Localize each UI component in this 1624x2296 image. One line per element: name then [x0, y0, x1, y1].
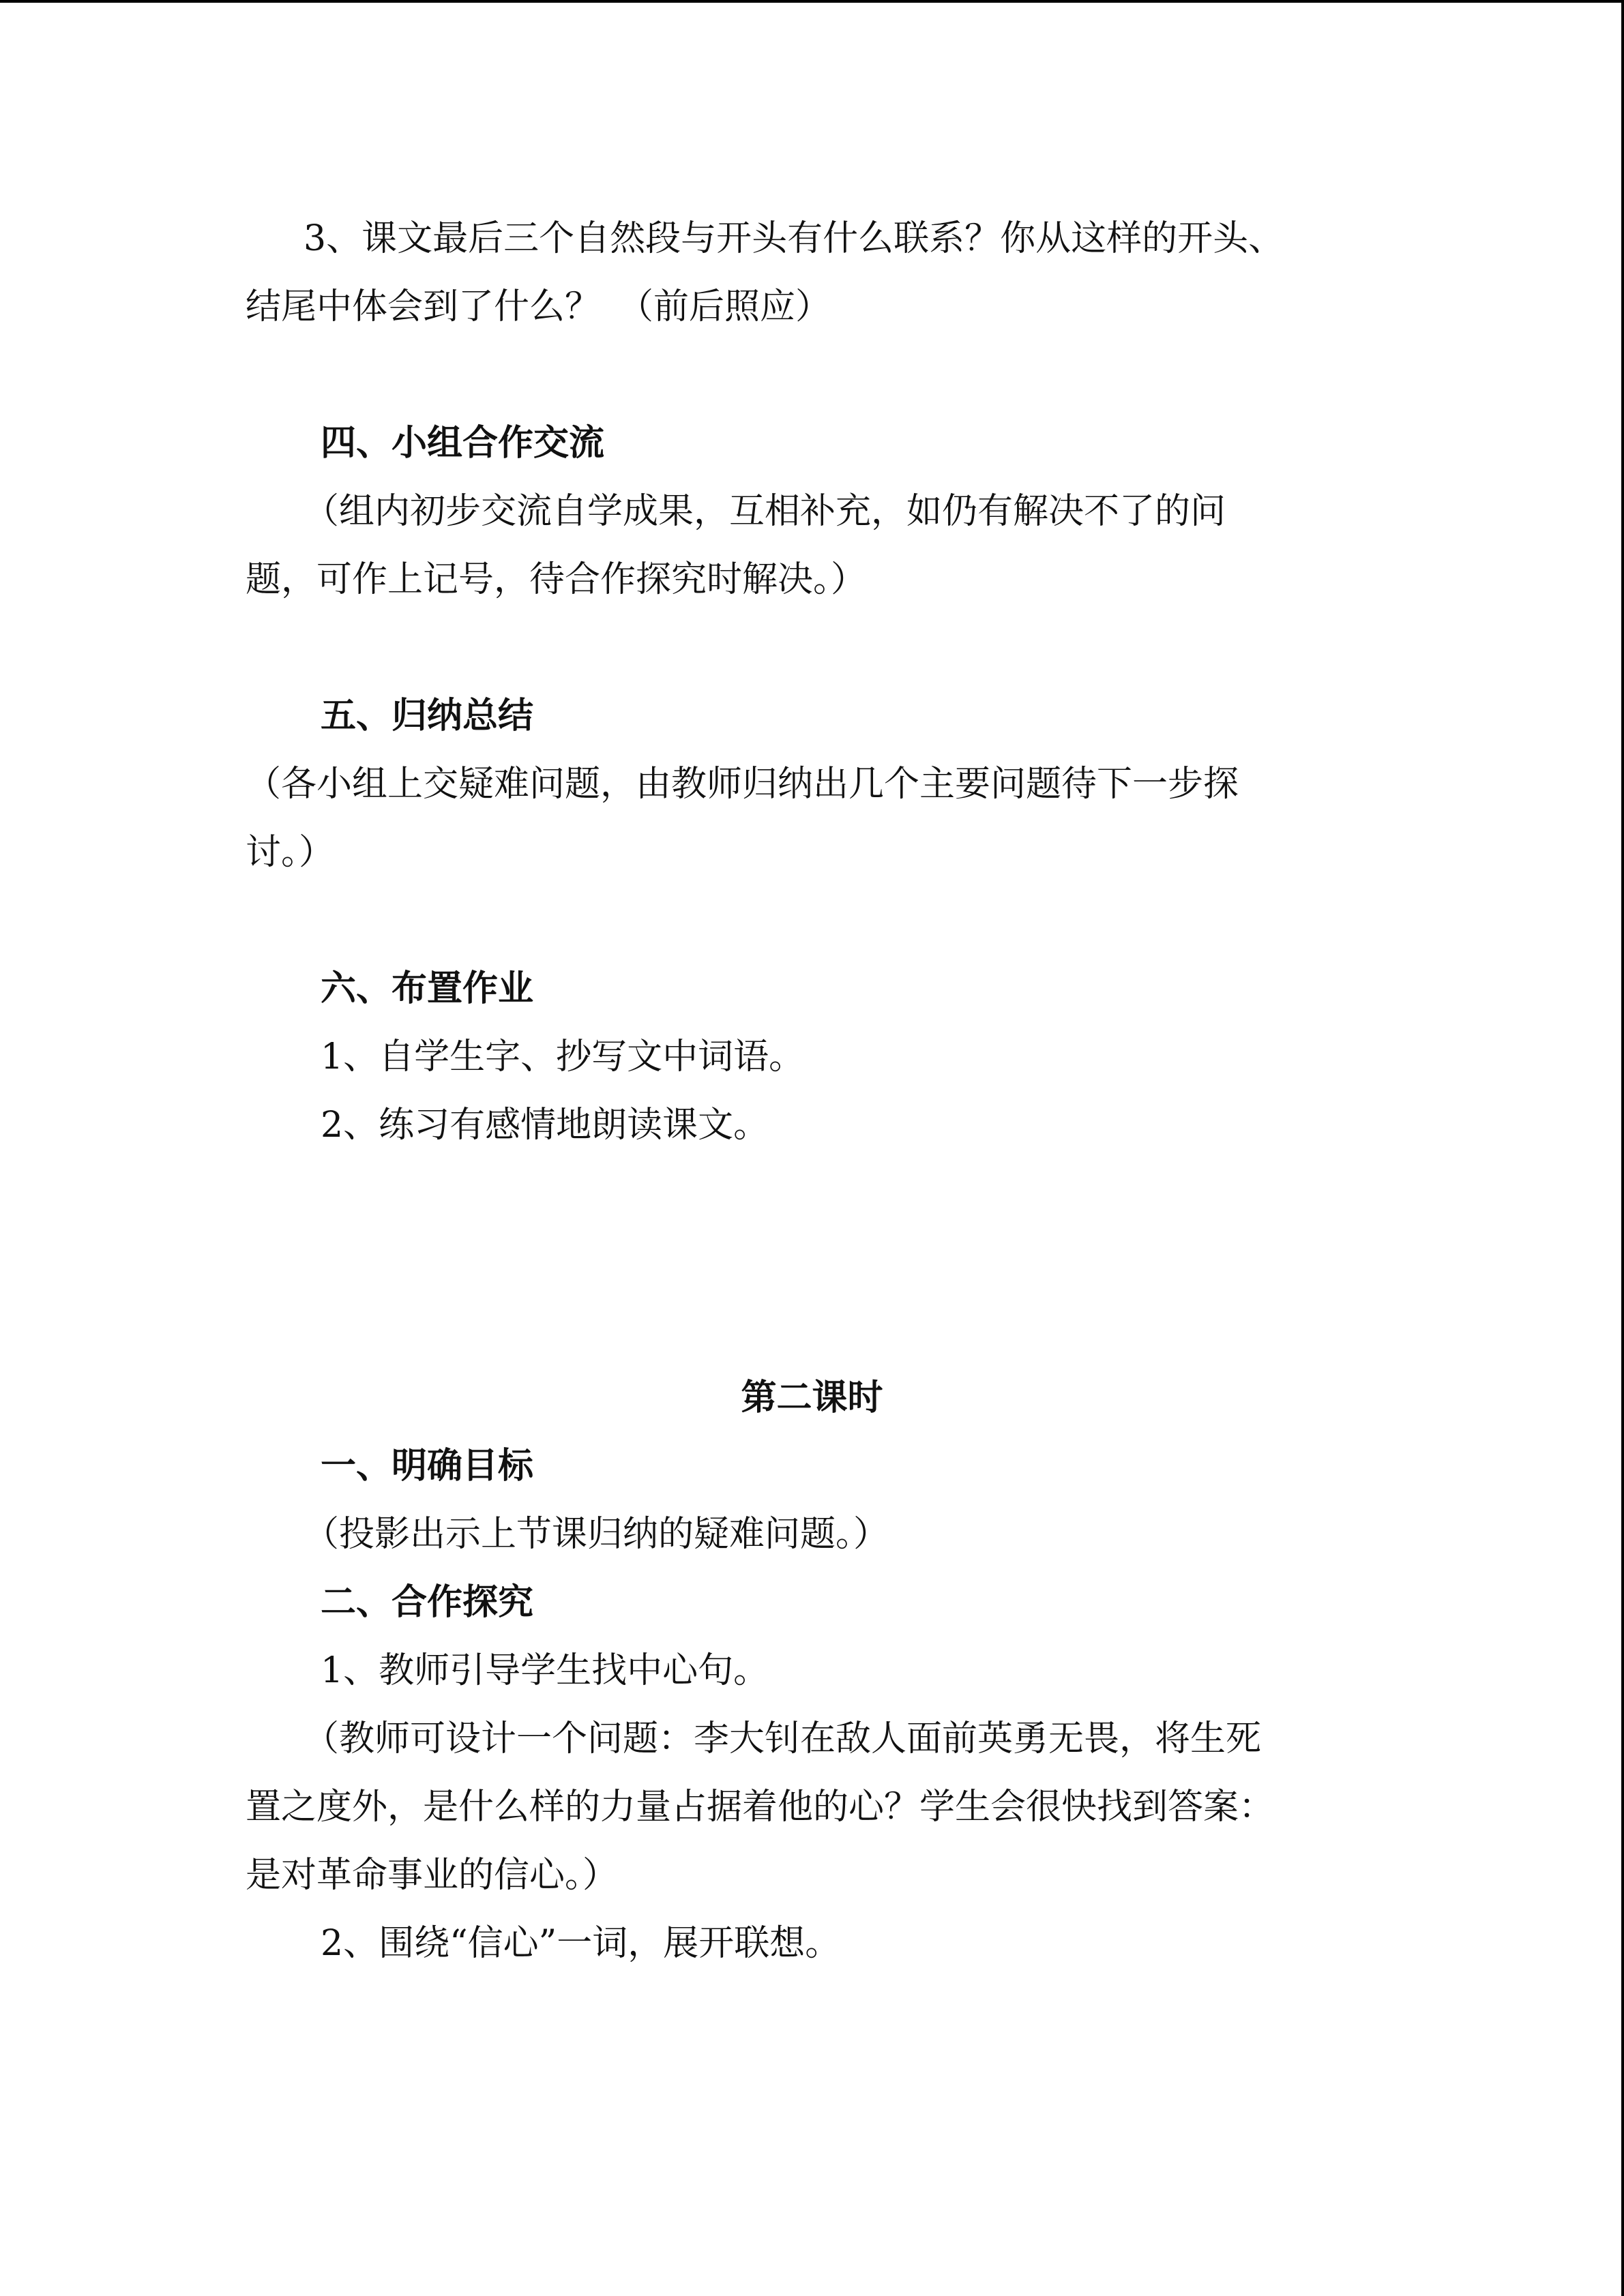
paragraph-summary-line1: （各小组上交疑难问题，由教师归纳出几个主要问题待下一步探 [246, 764, 1239, 805]
heading-summary: 五、归纳总结 [321, 696, 534, 736]
paragraph-inquiry-line1: （教师可设计一个问题：李大钊在敌人面前英勇无畏，将生死 [304, 1718, 1262, 1759]
paragraph-summary-line2: 讨。） [246, 832, 335, 873]
inquiry-item-1: 1、教师引导学生找中心句。 [321, 1650, 769, 1691]
paragraph-group-line2: 题，可作上记号，待合作探究时解决。） [246, 559, 867, 600]
heading-clear-goal: 一、明确目标 [321, 1446, 534, 1487]
page-border-top [0, 0, 1624, 3]
section-title: 第二课时 [741, 1377, 883, 1418]
paragraph-group-line1: （组内初步交流自学成果，互相补充，如仍有解决不了的问 [304, 491, 1226, 532]
paragraph-inquiry-line3: 是对革命事业的信心。） [246, 1855, 619, 1896]
heading-cooperative-inquiry: 二、合作探究 [321, 1582, 534, 1623]
paragraph-inquiry-line2: 置之度外，是什么样的力量占据着他的心？学生会很快找到答案： [246, 1787, 1275, 1828]
paragraph-q3-line2: 结尾中体会到了什么？ （前后照应） [246, 286, 831, 327]
page-border-right [1621, 0, 1624, 2296]
homework-item-2: 2、练习有感情地朗读课文。 [321, 1105, 769, 1146]
paragraph-q3-line1: 3、课文最后三个自然段与开头有什么联系？你从这样的开头、 [304, 218, 1284, 259]
heading-homework: 六、布置作业 [321, 968, 534, 1009]
homework-item-1: 1、自学生字、抄写文中词语。 [321, 1037, 805, 1077]
paragraph-goal: （投影出示上节课归纳的疑难问题。） [304, 1514, 889, 1555]
heading-group-discussion: 四、小组合作交流 [321, 423, 605, 464]
inquiry-item-2: 2、围绕“信心”一词，展开联想。 [321, 1923, 841, 1964]
